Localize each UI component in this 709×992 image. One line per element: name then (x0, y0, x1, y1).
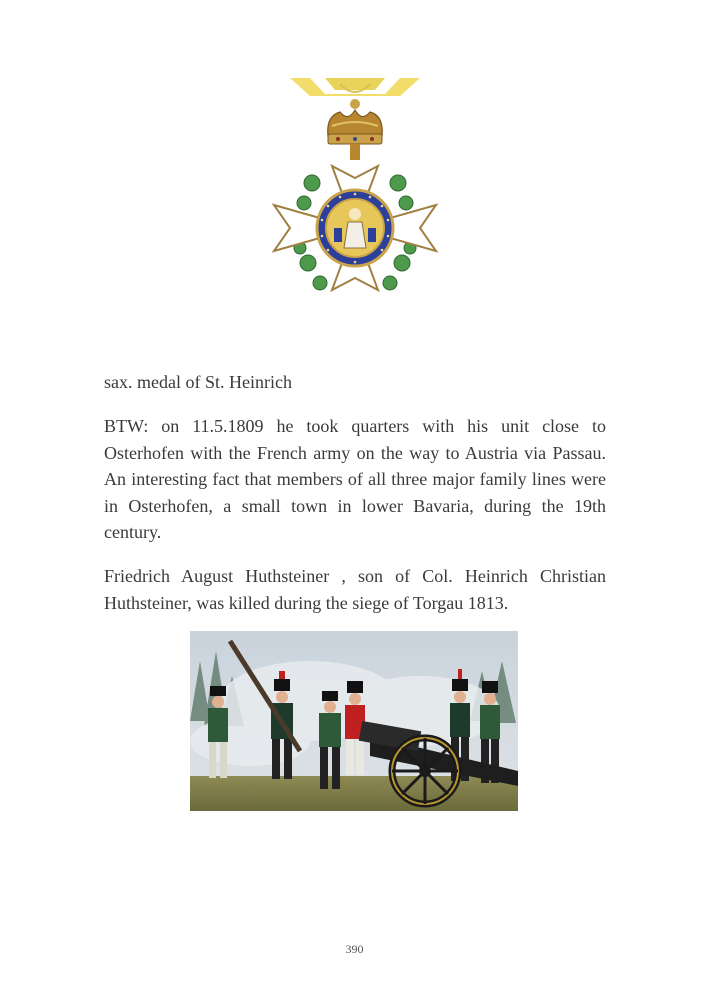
page-number: 390 (345, 942, 364, 956)
medal-of-st-heinrich-image (270, 78, 440, 328)
cannon-reenactment-photo (190, 631, 518, 811)
paragraph-torgau: Friedrich August Huthsteiner , son of Col. Heinrich Christian Huthsteiner, was killed during the siege of Torgau 1813. (104, 566, 606, 613)
medal-caption: sax. medal of St. Heinrich (104, 372, 292, 392)
ribbon (290, 78, 420, 96)
paragraph-osterhofen: BTW: on 11.5.1809 he took quarters with his unit close to Osterhofen with the French army on the way to Austria via Passau. An interesting fact that members of all three major family lines were in Osterhofen, a small town in lower Bavaria, during the 19th century. (104, 416, 606, 542)
crown (328, 99, 383, 160)
